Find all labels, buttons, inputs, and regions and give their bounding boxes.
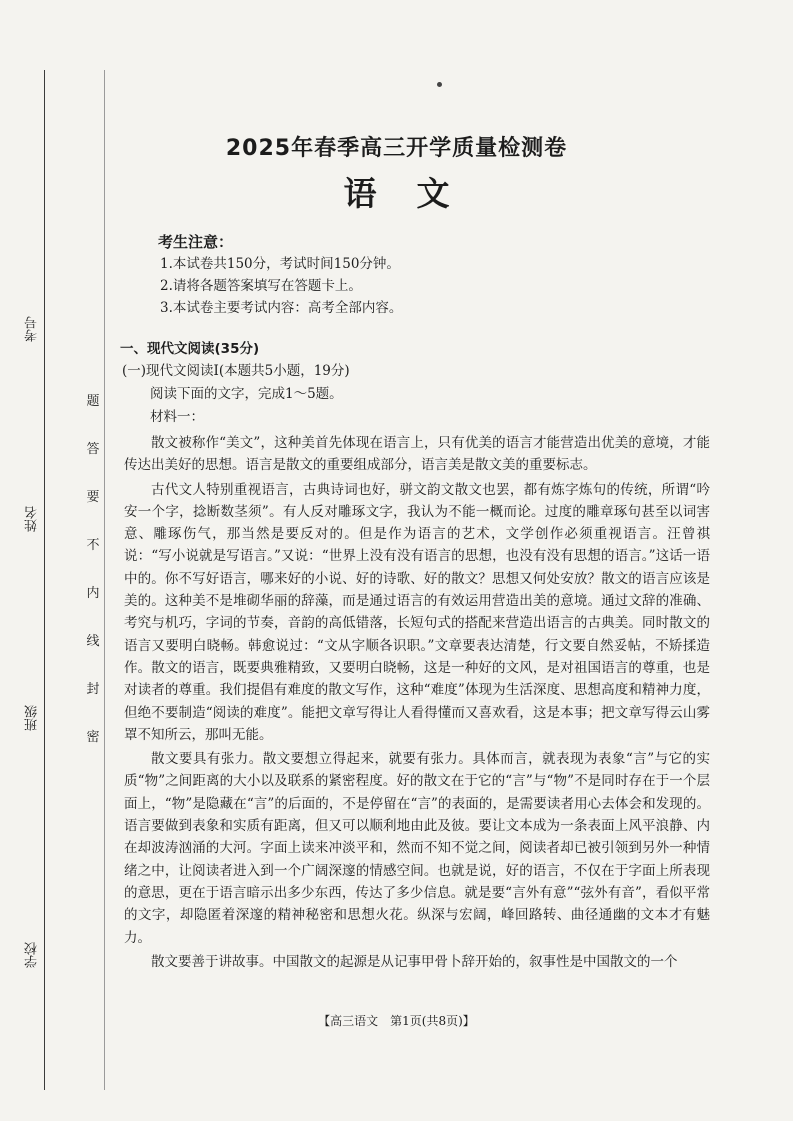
- material-label: 材料一：: [150, 409, 204, 425]
- seal-char: 线: [86, 634, 100, 649]
- banji-label: 班级: [25, 705, 40, 731]
- seal-char: 内: [86, 586, 100, 601]
- seal-char: 不: [86, 538, 100, 553]
- notice-item: 2.请将各题答案填写在答题卡上。: [160, 278, 362, 294]
- paragraph: 散文要善于讲故事。中国散文的起源是从记事甲骨卜辞开始的，叙事性是中国散文的一个: [151, 953, 678, 970]
- print-dot: [437, 82, 442, 87]
- paragraph: 散文被称作“美文”，这种美首先体现在语言上，只有优美的语言才能营造出优美的意境，才能传达出美好的思想。语言是散文的重要组成部分，语言美是散文美的重要标志。: [124, 435, 710, 474]
- paragraph: 散文要具有张力。散文要想立得起来，就要有张力。具体而言，就表现为表象“言”与它的实质“物”之间距离的大小以及联系的紧密程度。好的散文在于它的“言”与“物”不是同时存在于一个层面上，“物”是隐藏在“言”的后面的，不是停留在“言”的表面的，是需要读者用心去体会和发现的。语言要做到表象和实质有距离，但又可以顺利地由此及彼。要让文本成为一条表面上风平浪静、内在却波涛汹涌的大河。字面上读来冲淡平和，然而不知不觉之间，阅读者却已被引领到另外一种情绪之中，让阅读者进入到一个广阔深邃的情感空间。也就是说，好的语言，不仅在于字面上所表现的意思，更在于语言暗示出多少东西，传达了多少信息。就是要“言外有意”“弦外有音”，看似平常的文字，却隐匿着深邃的精神秘密和思想火花。纵深与宏阔，峰回路转、曲径通幽的文本才有魅力。: [124, 751, 710, 946]
- seal-char: 要: [86, 490, 100, 505]
- section-instruction: 阅读下面的文字，完成1～5题。: [150, 386, 343, 402]
- section-sub-heading: (一)现代文阅读Ⅰ(本题共5小题，19分): [122, 363, 350, 379]
- exam-title: 2025年春季高三开学质量检测卷: [225, 136, 568, 161]
- exam-subject: 语文: [343, 174, 490, 213]
- seal-char: 封: [86, 682, 100, 697]
- binding-line-inner: [104, 70, 105, 1090]
- reading-text: [124, 432, 710, 975]
- notice-list: [160, 253, 402, 319]
- binding-line-outer: [44, 70, 45, 1090]
- paragraph: 古代文人特别重视语言，古典诗词也好，骈文韵文散文也罢，都有炼字炼句的传统，所谓“吟安一个字，捻断数茎须”。有人反对雕琢文字，我认为不能一概而论。过度的雕章琢句甚至以词害意、雕琢伤气，那当然是要反对的。但是作为语言的艺术，文学创作必须重视语言。汪曾祺说：“写小说就是写语言。”又说：“世界上没有没有语言的思想，也没有没有思想的语言。”这话一语中的。你不写好语言，哪来好的小说、好的诗歌、好的散文？思想又何处安放？散文的语言应该是美的。这种美不是堆砌华丽的辞藻，而是通过语言的有效运用营造出美的意境。通过文辞的准确、考究与机巧，字词的节奏，音韵的高低错落，长短句式的搭配来营造出语言的古典美。同时散文的语言又要明白晓畅。韩愈说过：“文从字顺各识职。”文章要表达清楚，行文要自然妥帖，不矫揉造作。散文的语言，既要典雅精致，又要明白晓畅，这是一种好的文风，是对祖国语言的尊重，也是对读者的尊重。我们提倡有难度的散文写作，这种“难度”体现为生活深度、思想高度和精神力度，但绝不要制造“阅读的难度”。能把文章写得让人看得懂而又喜欢看，这是本事；把文章写得云山雾罩不知所云，那叫无能。: [124, 481, 710, 743]
- kaohao-label: 考号: [25, 316, 40, 342]
- xingming-label: 姓名: [25, 506, 40, 532]
- page-footer: 【高三语文 第1页(共8页)】: [318, 1014, 475, 1028]
- notice-item: 3.本试卷主要考试内容：高考全部内容。: [160, 300, 403, 316]
- seal-line-text: [84, 395, 102, 779]
- seal-char: 密: [86, 730, 100, 745]
- seal-char: 题: [86, 394, 100, 409]
- seal-char: 答: [86, 442, 100, 457]
- section-part-heading: 一、现代文阅读(35分): [120, 341, 260, 357]
- notice-heading: 考生注意：: [158, 233, 234, 251]
- xuexiao-label: 学校: [25, 942, 40, 968]
- notice-item: 1.本试卷共150分，考试时间150分钟。: [160, 256, 400, 272]
